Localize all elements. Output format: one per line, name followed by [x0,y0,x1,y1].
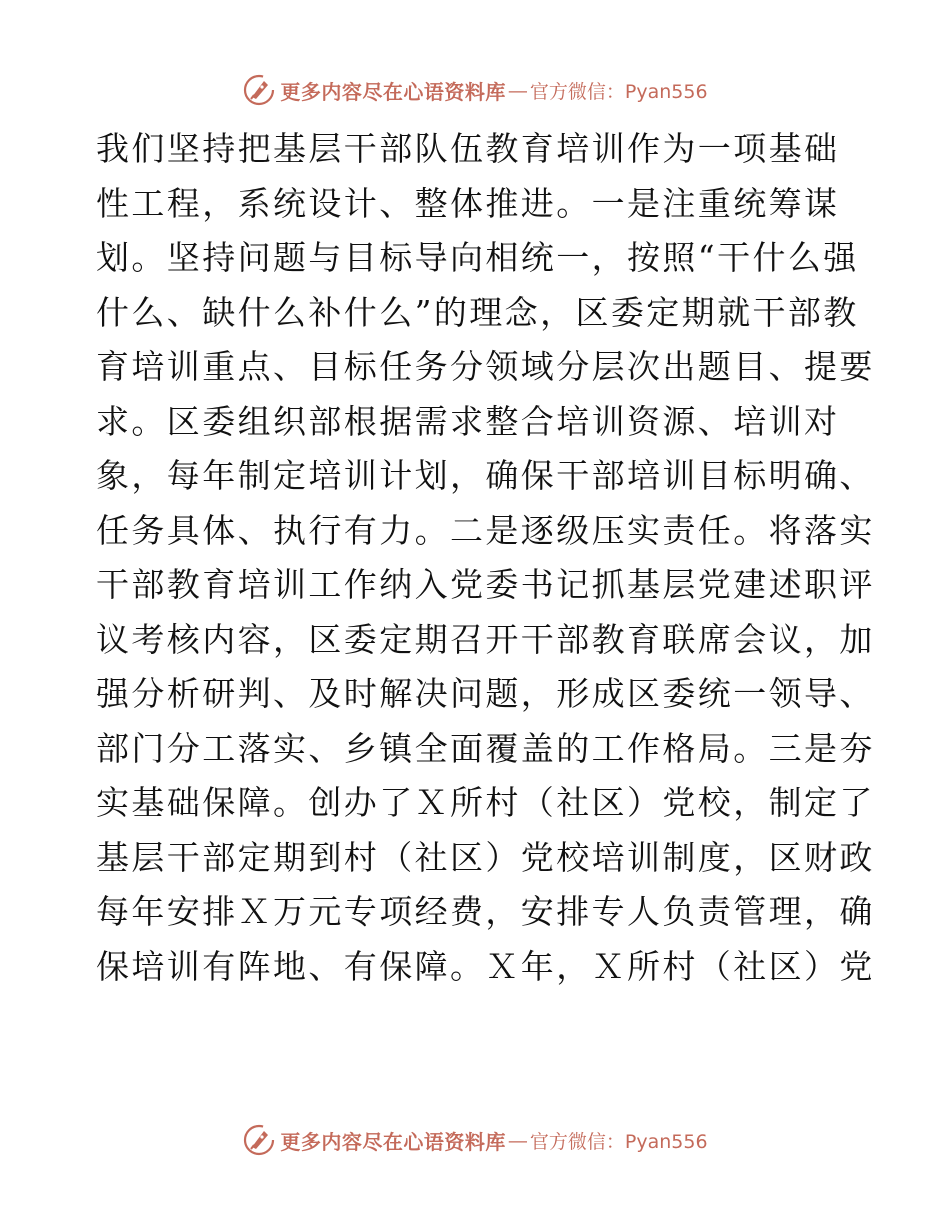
footer-watermark-banner [0,1120,950,1160]
body-line: 什么、缺什么补什么”的理念，区委定期就干部教 [96,292,859,332]
body-line: 保培训有阵地、有保障。Ｘ年，Ｘ所村（社区）党 [96,946,875,986]
document-body [96,122,875,994]
body-line: 象，每年制定培训计划，确保干部培训目标明确、 [96,456,875,495]
pen-nib-logo-icon [242,1123,276,1157]
pen-nib-logo-icon [242,73,276,107]
footer-banner-wechat: 官方微信：Pyan556 [529,1130,708,1153]
body-line: 我们坚持把基层干部队伍教育培训作为一项基础 [96,129,840,168]
header-banner-text: 更多内容尽在心语资料库 [280,79,506,104]
body-line: 任务具体、执行有力。二是逐级压实责任。将落实 [96,510,875,550]
body-line: 部门分工落实、乡镇全面覆盖的工作格局。三是夯 [96,728,875,768]
body-line: 性工程，系统设计、整体推进。一是注重统筹谋 [96,183,840,223]
header-banner-separator: — [507,78,528,102]
body-line: 育培训重点、目标任务分领域分层次出题目、提要 [96,347,875,386]
body-line: 议考核内容，区委定期召开干部教育联席会议，加 [96,619,875,659]
header-banner-wechat: 官方微信：Pyan556 [529,80,708,103]
body-line: 干部教育培训工作纳入党委书记抓基层党建述职评 [96,565,875,604]
body-line: 每年安排Ｘ万元专项经费，安排专人负责管理，确 [96,892,875,931]
footer-banner-text: 更多内容尽在心语资料库 [280,1129,506,1154]
body-line: 强分析研判、及时解决问题，形成区委统一领导、 [96,674,875,713]
body-line: 基层干部定期到村（社区）党校培训制度，区财政 [96,837,875,877]
body-line: 求。区委组织部根据需求整合培训资源、培训对 [96,401,840,441]
body-line: 实基础保障。创办了Ｘ所村（社区）党校，制定了 [96,783,875,822]
body-line: 划。坚持问题与目标导向相统一，按照“干什么强 [96,238,859,277]
footer-banner-separator: — [507,1128,528,1152]
header-watermark-banner [0,70,950,110]
